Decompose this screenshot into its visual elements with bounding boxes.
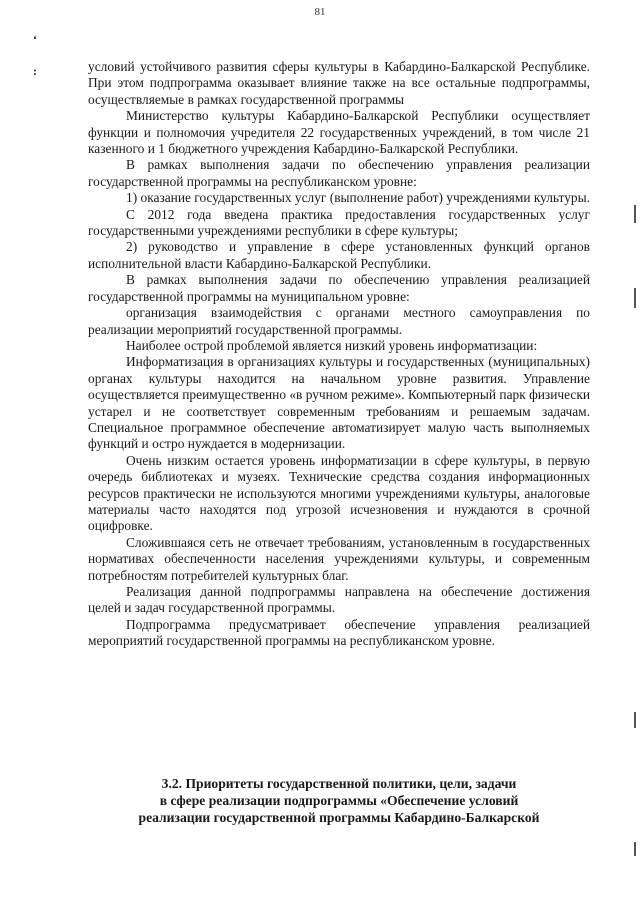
scan-edge-line [634,288,636,308]
paragraph: В рамках выполнения задачи по обеспечению управления реализацией государственной программы на муниципальном уровне: [88,272,590,304]
paragraph: условий устойчивого развития сферы культуры в Кабардино-Балкарской Республике. При этом подпрограмма оказывает влияние также на все остальные подпрограммы, осуществляемые в рамках государственной программы [88,59,590,107]
scan-edge-line [634,842,636,856]
section-heading [88,775,590,826]
margin-mark: ‘ [33,32,37,46]
paragraph: Министерство культуры Кабардино-Балкарской Республики осуществляет функции и полномочия учредителя 22 государственных учреждений, в том числе 21 казенного и 1 бюджетного учреждения Кабардино-Балкарской Республики. [88,108,590,157]
paragraph: Реализация данной подпрограммы направлена на обеспечение достижения целей и задач государственной программы. [88,584,590,616]
scan-edge-line [634,205,636,223]
heading-line: реализации государственной программы Кабардино-Балкарской [138,810,540,825]
heading-line: 3.2. Приоритеты государственной политики, цели, задачи [161,776,517,791]
paragraph: организация взаимодействия с органами местного самоуправления по реализации мероприятий государственной программы. [88,305,590,337]
paragraph: В рамках выполнения задачи по обеспечению управления реализации государственной программы на республиканском уровне: [88,157,590,189]
paragraph: 1) оказание государственных услуг (выполнение работ) учреждениями культуры. [126,190,590,206]
paragraph: Информатизация в организациях культуры и государственных (муниципальных) органах культуры находится на начальном уровне развития. Управление осуществляется преимущественно «в ручном режиме». Компьютерный парк физически устарел и не соответствует современным требованиям и решаемым задачам. Специальное программное обеспечение автоматизирует малую часть выполняемых функций и остро нуждается в модернизации. [88,354,590,452]
paragraph: Очень низким остается уровень информатизации в сфере культуры, в первую очередь библиотеках и музеях. Технические средства создания информационных ресурсов практически не используются многими учреждениями культуры, аналоговые материалы часто находятся под угрозой исчезновения и нуждаются в срочной оцифровке. [88,452,590,534]
paragraph: Подпрограмма предусматривает обеспечение управления реализацией мероприятий государственной программы на республиканском уровне. [88,616,590,649]
page-number: 81 [314,6,326,18]
paragraph: 2) руководство и управление в сфере установленных функций органов исполнительной власти Кабардино-Балкарской Республики. [88,239,590,271]
paragraph: Наиболее острой проблемой является низкий уровень информатизации: [126,337,538,353]
body-text [88,59,590,650]
paragraph: С 2012 года введена практика предоставления государственных услуг государственными учреждениями республики в сфере культуры; [88,206,590,239]
paragraph: Сложившаяся сеть не отвечает требованиям, установленным в государственных нормативах обеспеченности населения учреждениями культуры, и современным потребностям потребителей культурных благ. [88,534,590,583]
heading-line: в сфере реализации подпрограммы «Обеспечение условий [159,793,519,808]
margin-mark: : [33,64,37,78]
scan-edge-line [634,712,636,728]
